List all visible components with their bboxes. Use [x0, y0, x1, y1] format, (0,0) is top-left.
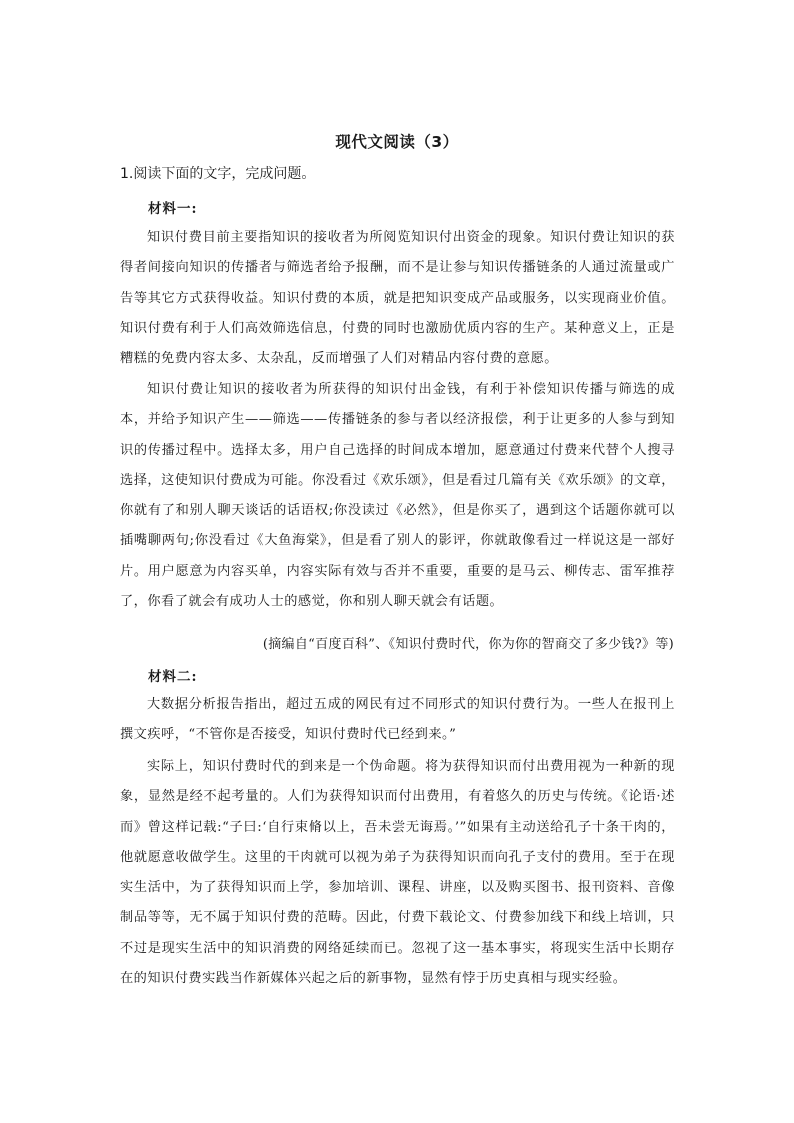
material-one-source: (摘编自“百度百科”、《知识付费时代，你为你的智商交了多少钱?》等) — [262, 637, 674, 652]
material-one-heading: 材料一: — [148, 201, 198, 217]
material-two-paragraph-1: 大数据分析报告指出，超过五成的网民有过不同形式的知识付费行为。一些人在报刊上撰文疾呼，“不管你是否接受，知识付费时代已经到来。” — [120, 697, 675, 743]
question-prompt: 1.阅读下面的文字，完成问题。 — [120, 166, 316, 182]
material-two-paragraph-2: 实际上，知识付费时代的到来是一个伪命题。将为获得知识而付出费用视为一种新的现象，显然是经不起考量的。人们为获得知识而付出费用，有着悠久的历史与传统。《论语·述而》曾这样记载:“子曰:‘自行束脩以上，吾未尝无诲焉。’”如果有主动送给孔子十条干肉的，他就愿意收做学生。这里的干肉就可以视为弟子为获得知识而向孔子支付的费用。至于在现实生活中，为了获得知识而上学，参加培训、课程、讲座，以及购买图书、报刊资料、音像制品等等，无不属于知识付费的范畴。因此，付费下载论文、付费参加线下和线上培训，只不过是现实生活中的知识消费的网络延续而已。忽视了这一基本事实，将现实生活中长期存在的知识付费实践当作新媒体兴起之后的新事物，显然有悖于历史真相与现实经验。 — [120, 759, 675, 987]
document-title: 现代文阅读（3） — [335, 133, 459, 151]
material-two-heading: 材料二: — [148, 669, 198, 685]
material-one-paragraph-1: 知识付费目前主要指知识的接收者为所阅览知识付出资金的现象。知识付费让知识的获得者间接向知识的传播者与筛选者给予报酬，而不是让参与知识传播链条的人通过流量或广告等其它方式获得收益。知识付费的本质，就是把知识变成产品或服务，以实现商业价值。知识付费有利于人们高效筛选信息，付费的同时也激励优质内容的生产。某种意义上，正是糟糕的免费内容太多、太杂乱，反而增强了人们对精品内容付费的意愿。 — [120, 230, 675, 367]
material-one-paragraph-2: 知识付费让知识的接收者为所获得的知识付出金钱，有利于补偿知识传播与筛选的成本，并给予知识产生——筛选——传播链条的参与者以经济报偿，利于让更多的人参与到知识的传播过程中。选择太多，用户自己选择的时间成本增加，愿意通过付费来代替个人搜寻选择，这使知识付费成为可能。你没看过《欢乐颂》，但是看过几篇有关《欢乐颂》的文章，你就有了和别人聊天谈话的话语权;你没读过《必然》，但是你买了，遇到这个话题你就可以插嘴聊两句;你没看过《大鱼海棠》，但是看了别人的影评，你就敢像看过一样说这是一部好片。用户愿意为内容买单，内容实际有效与否并不重要，重要的是马云、柳传志、雷军推荐了，你看了就会有成功人士的感觉，你和别人聊天就会有话题。 — [120, 382, 675, 610]
